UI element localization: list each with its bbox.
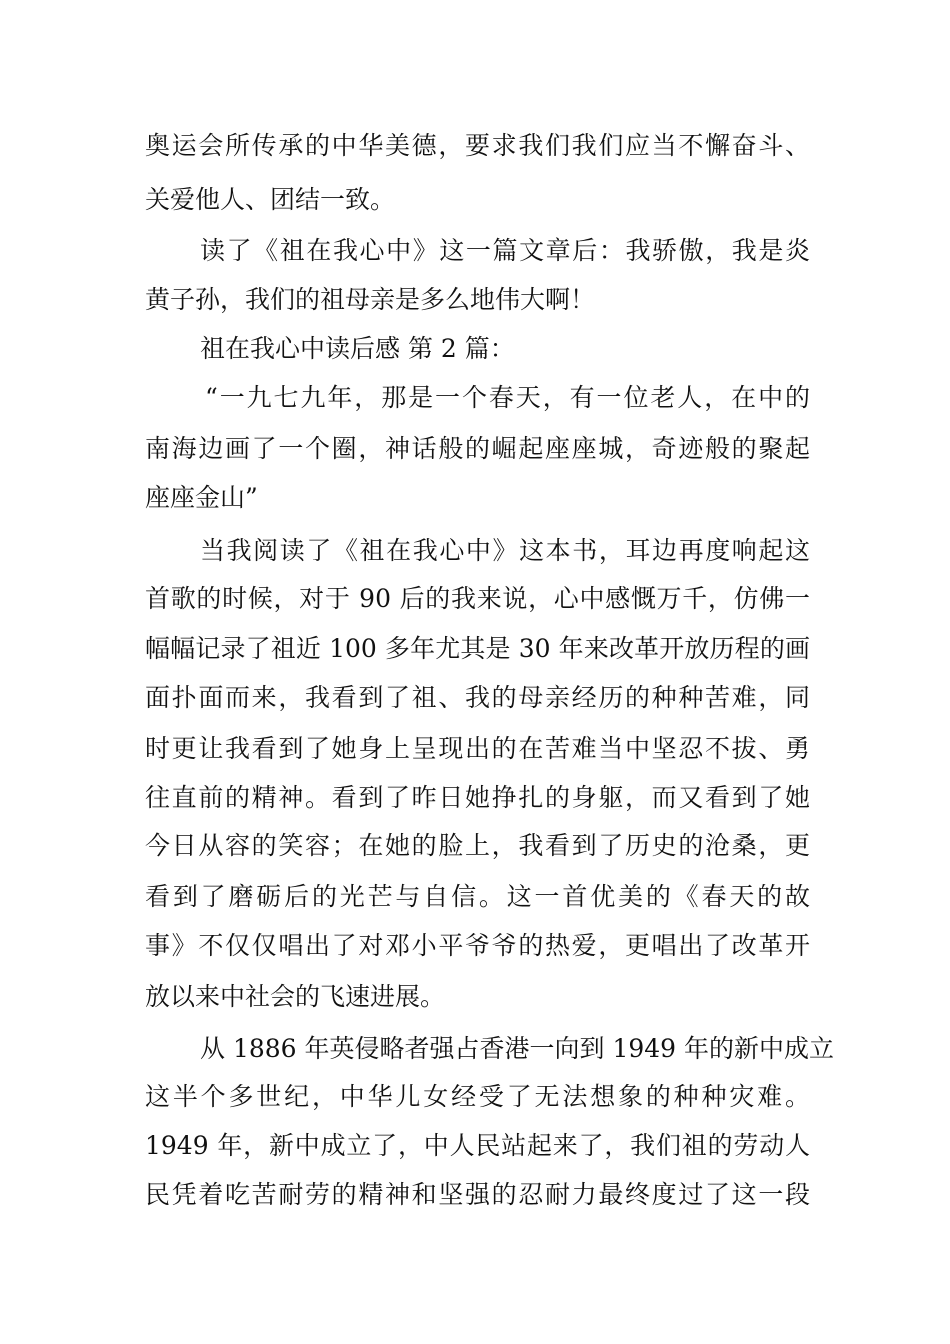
text-line-13: 时更让我看到了她身上呈现出的在苦难当中坚忍不拔、勇: [145, 734, 810, 763]
text-line-4: 黄子孙，我们的祖母亲是多么地伟大啊！: [145, 285, 596, 314]
text-line-8: 座座金山”: [145, 483, 258, 512]
section-heading: 祖在我心中读后感 第 2 篇：: [200, 334, 515, 363]
text-line-9: 当我阅读了《祖在我心中》这本书，耳边再度响起这: [200, 536, 810, 565]
text-line-10: 首歌的时候，对于 90 后的我来说，心中感慨万千，仿佛一: [145, 584, 810, 613]
text-line-20: 这半个多世纪，中华儿女经受了无法想象的种种灾难。: [145, 1082, 810, 1111]
text-line-12: 面扑面而来，我看到了祖、我的母亲经历的种种苦难，同: [145, 683, 810, 712]
text-line-2: 关爱他人、团结一致。: [145, 185, 396, 214]
text-line-22: 民凭着吃苦耐劳的精神和坚强的忍耐力最终度过了这一段: [145, 1180, 810, 1209]
text-line-18: 放以来中社会的飞速进展。: [145, 982, 446, 1011]
text-line-11: 幅幅记录了祖近 100 多年尤其是 30 年来改革开放历程的画: [145, 634, 810, 663]
text-line-15: 今日从容的笑容；在她的脸上，我看到了历史的沧桑，更: [145, 831, 810, 860]
text-line-6: “一九七九年，那是一个春天，有一位老人，在中的: [205, 383, 810, 412]
text-line-17: 事》不仅仅唱出了对邓小平爷爷的热爱，更唱出了改革开: [145, 931, 810, 960]
text-line-19: 从 1886 年英侵略者强占香港一向到 1949 年的新中成立: [200, 1034, 835, 1063]
text-line-1: 奥运会所传承的中华美德，要求我们我们应当不懈奋斗、: [145, 131, 810, 160]
text-line-14: 往直前的精神。看到了昨日她挣扎的身躯，而又看到了她: [145, 783, 810, 812]
text-line-3: 读了《祖在我心中》这一篇文章后：我骄傲，我是炎: [200, 236, 810, 265]
text-line-16: 看到了磨砺后的光芒与自信。这一首优美的《春天的故: [145, 882, 810, 911]
text-line-7: 南海边画了一个圈，神话般的崛起座座城，奇迹般的聚起: [145, 434, 810, 463]
text-line-21: 1949 年，新中成立了，中人民站起来了，我们祖的劳动人: [145, 1131, 810, 1160]
